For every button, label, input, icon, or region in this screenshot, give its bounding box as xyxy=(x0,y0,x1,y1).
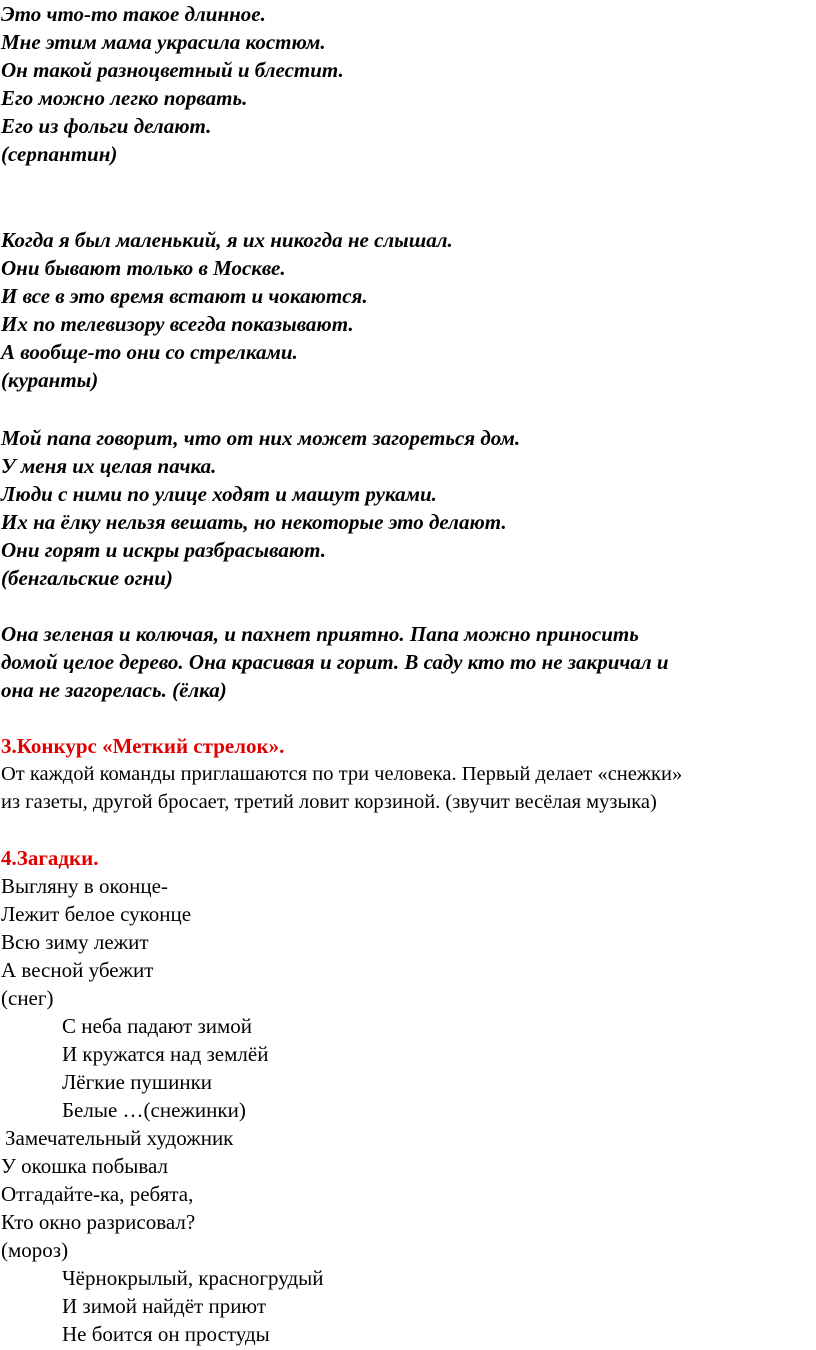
riddle-2-line: Когда я был маленький, я их никогда не слышал. xyxy=(1,228,453,252)
riddle-snowflakes-line: И кружатся над землёй xyxy=(62,1042,269,1066)
riddle-1-line: Его можно легко порвать. xyxy=(1,86,248,110)
riddle-2-answer: (куранты) xyxy=(1,368,99,392)
contest-3-text-line: из газеты, другой бросает, третий ловит корзиной. (звучит весёлая музыка) xyxy=(1,791,657,813)
riddle-snow-answer: (снег) xyxy=(1,986,54,1010)
riddle-2-line: Их по телевизору всегда показывают. xyxy=(1,312,354,336)
riddle-3-line: Люди с ними по улице ходят и машут руками. xyxy=(1,482,437,506)
riddle-1-line: Мне этим мама украсила костюм. xyxy=(1,30,326,54)
riddle-bird-line: И зимой найдёт приют xyxy=(62,1294,267,1318)
riddle-snow-line: Выгляну в оконце- xyxy=(1,874,168,898)
riddle-1-answer: (серпантин) xyxy=(1,142,118,166)
riddle-4-line: Она зеленая и колючая, и пахнет приятно. Папа можно приносить xyxy=(1,622,639,646)
riddle-4-line: она не загорелась. (ёлка) xyxy=(1,678,227,702)
riddle-frost-answer: (мороз) xyxy=(1,1238,69,1262)
riddle-snow-line: Всю зиму лежит xyxy=(1,930,149,954)
contest-3-heading: 3.Конкурс «Меткий стрелок». xyxy=(1,734,285,758)
riddle-snowflakes-line: С неба падают зимой xyxy=(62,1014,253,1038)
riddle-3-answer: (бенгальские огни) xyxy=(1,566,173,590)
riddle-2-line: Они бывают только в Москве. xyxy=(1,256,286,280)
riddle-4-line: домой целое дерево. Она красивая и горит. В саду кто то не закричал и xyxy=(1,650,669,674)
riddle-frost-line: Отгадайте-ка, ребята, xyxy=(1,1182,194,1206)
section-4-heading: 4.Загадки. xyxy=(1,846,99,870)
riddle-snow-line: А весной убежит xyxy=(1,958,154,982)
riddle-1-line: Он такой разноцветный и блестит. xyxy=(1,58,344,82)
riddle-3-line: У меня их целая пачка. xyxy=(1,454,217,478)
contest-3-text-line: От каждой команды приглашаются по три человека. Первый делает «снежки» xyxy=(1,763,683,785)
riddle-snowflakes-line: Белые …(снежинки) xyxy=(62,1098,246,1122)
riddle-frost-line: У окошка побывал xyxy=(1,1154,169,1178)
riddle-snowflakes-line: Лёгкие пушинки xyxy=(62,1070,213,1094)
riddle-3-line: Они горят и искры разбрасывают. xyxy=(1,538,326,562)
riddle-bird-line: Не боится он простуды xyxy=(62,1322,270,1346)
riddle-1-line: Это что-то такое длинное. xyxy=(1,2,266,26)
riddle-snow-line: Лежит белое суконце xyxy=(1,902,192,926)
riddle-bird-line: Чёрнокрылый, красногрудый xyxy=(62,1266,324,1290)
riddle-2-line: А вообще-то они со стрелками. xyxy=(1,340,298,364)
riddle-2-line: И все в это время встают и чокаются. xyxy=(1,284,368,308)
riddle-frost-line: Замечательный художник xyxy=(5,1126,234,1150)
riddle-3-line: Мой папа говорит, что от них может загореться дом. xyxy=(1,426,521,450)
riddle-3-line: Их на ёлку нельзя вешать, но некоторые это делают. xyxy=(1,510,507,534)
riddle-frost-line: Кто окно разрисовал? xyxy=(1,1210,196,1234)
riddle-1-line: Его из фольги делают. xyxy=(1,114,212,138)
